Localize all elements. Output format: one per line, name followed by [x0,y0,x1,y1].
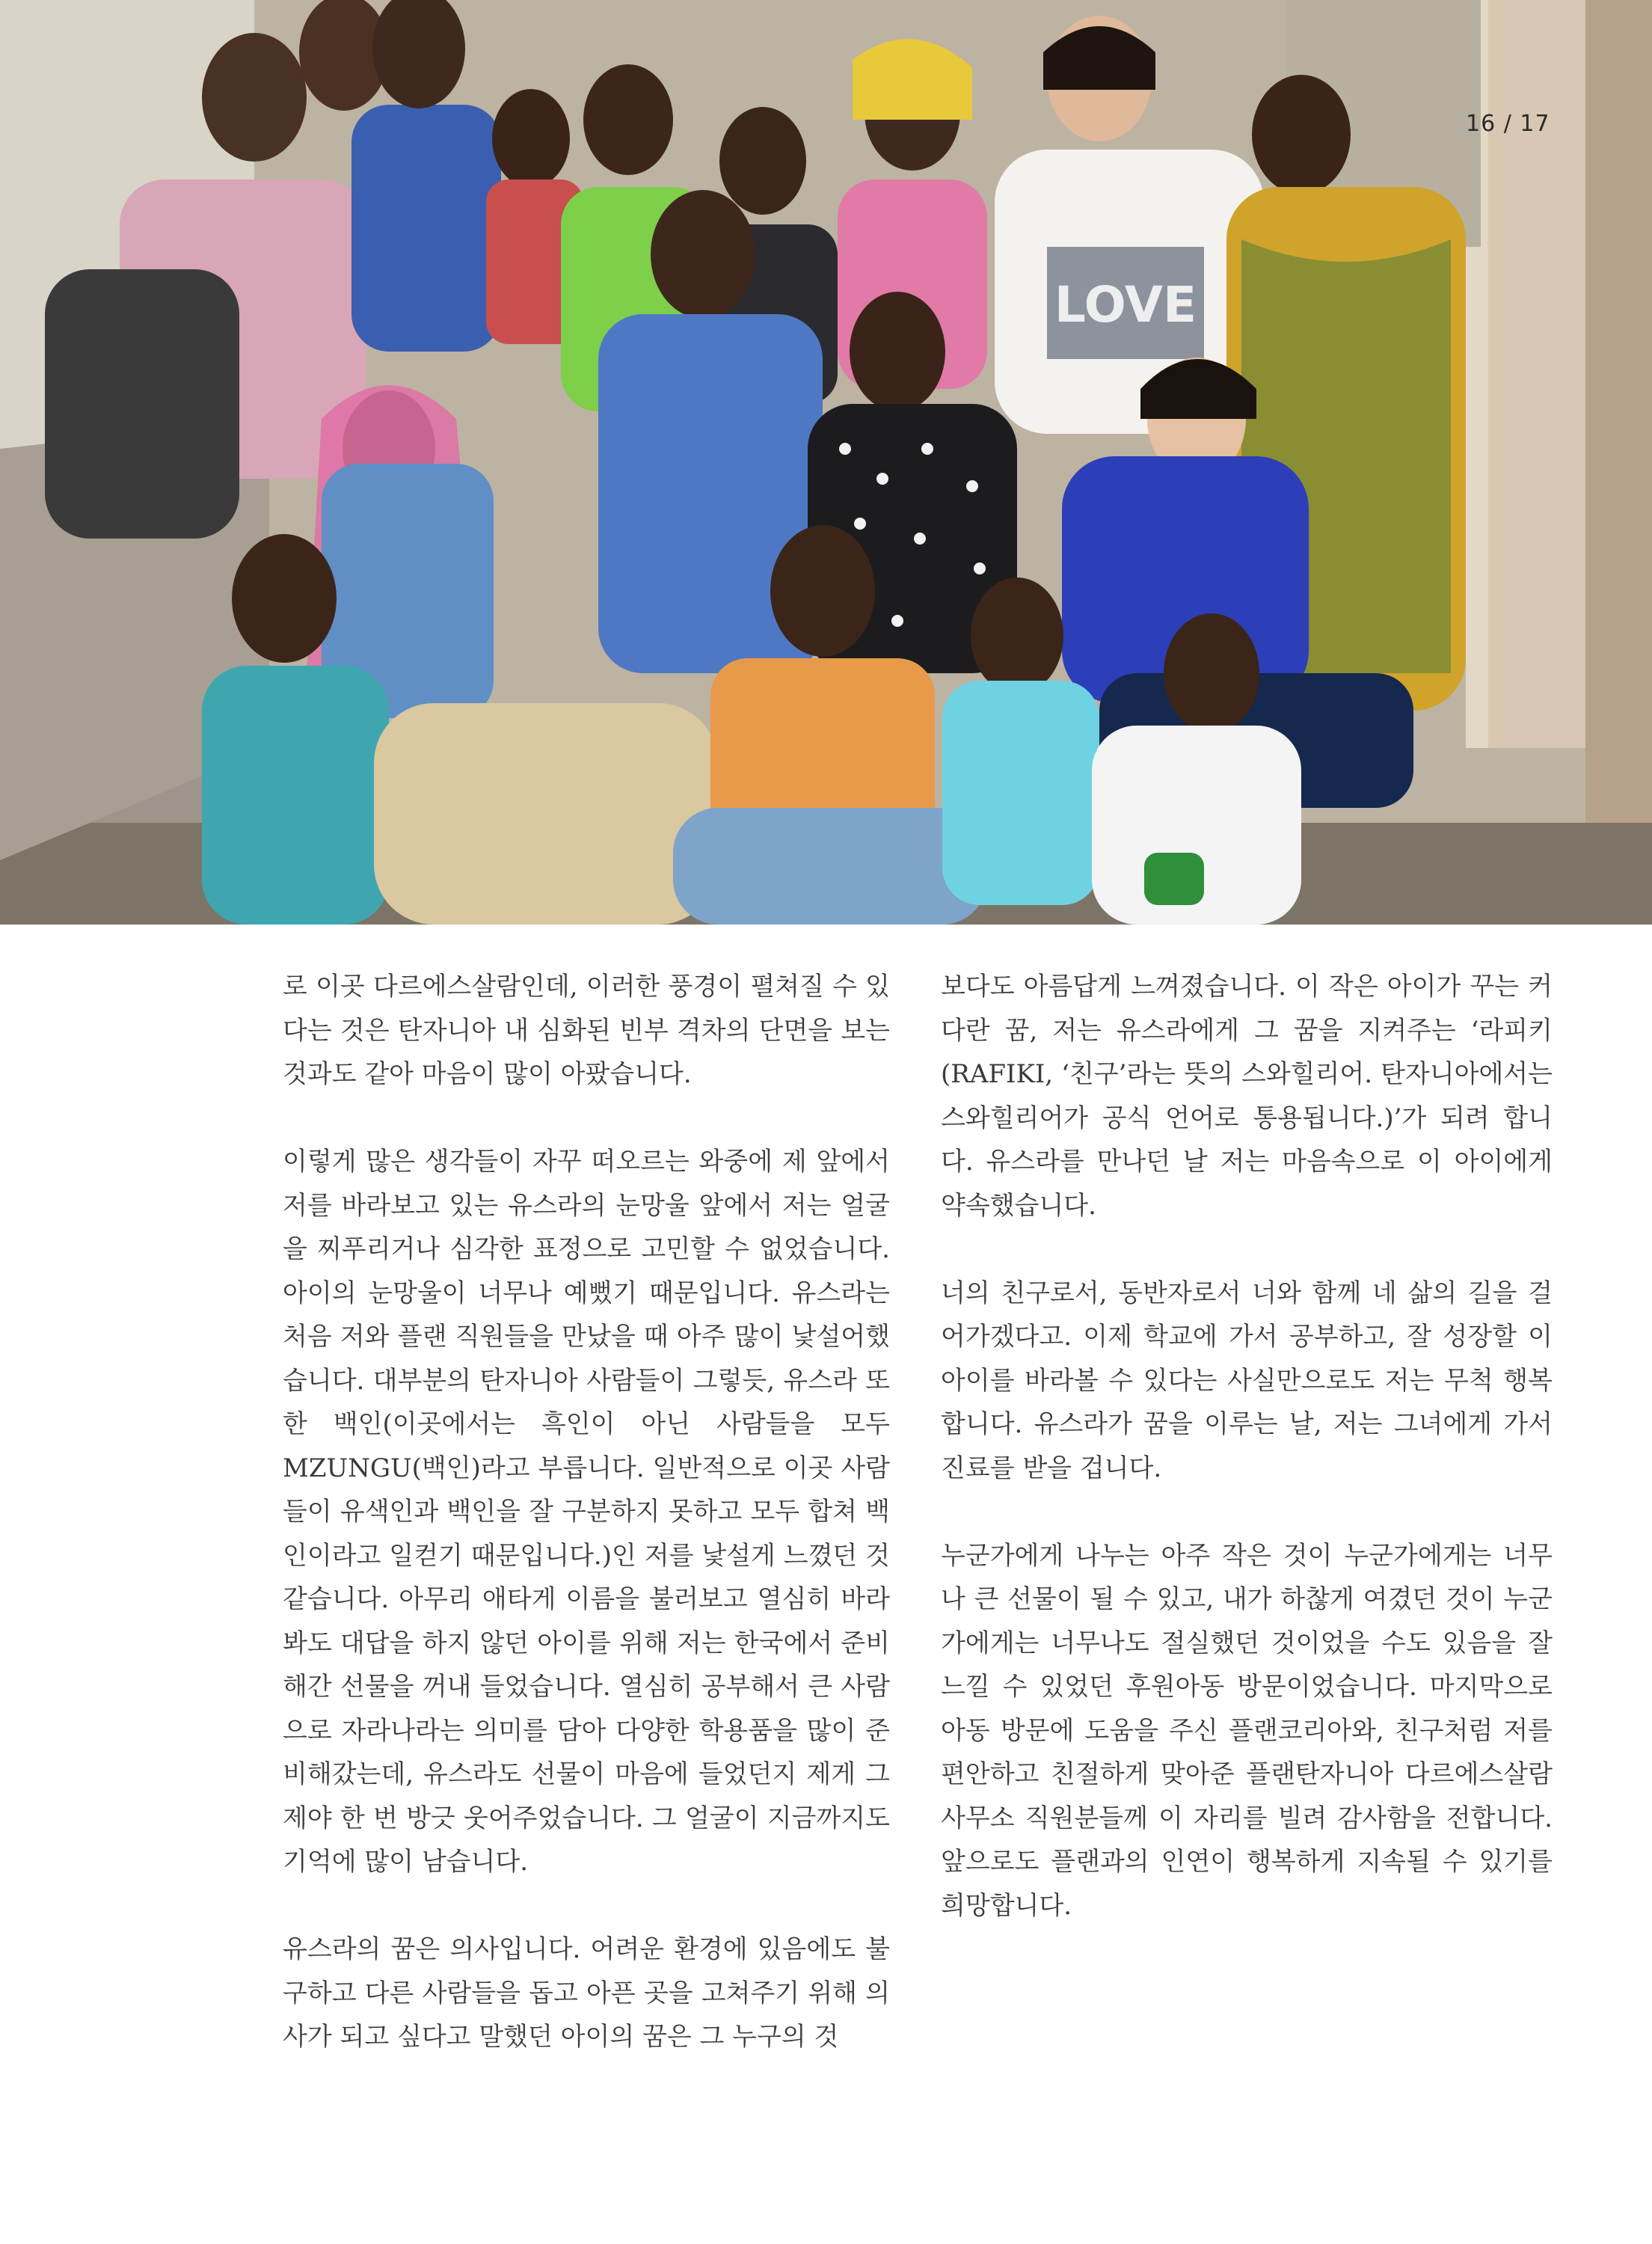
shirt-text: LOVE [1054,276,1197,334]
group-photo-illustration [0,0,1652,925]
left-paragraph-1: 로 이곳 다르에스살람인데, 이러한 풍경이 펼쳐질 수 있다는 것은 탄자니아 내 심화된 빈부 격차의 단면을 보는 것과도 같아 마음이 많이 아팠습니다. [283,972,890,1089]
right-paragraph-2: 너의 친구로서, 동반자로서 너와 함께 네 삶의 길을 걸어가겠다고. 이제 학교에 가서 공부하고, 잘 성장할 이 아이를 바라볼 수 있다는 사실만으로도 저는 무척 행복합니다. 유스라가 꿈을 이루는 날, 저는 그녀에게 가서 진료를 받을 겁니다. [941,1278,1553,1483]
left-text-column [283,965,890,2103]
group-photo [0,0,1652,925]
page-number: 16 / 17 [1466,111,1550,137]
right-paragraph-3: 누군가에게 나누는 아주 작은 것이 누군가에게는 너무나 큰 선물이 될 수 있고, 내가 하찮게 여겼던 것이 누군가에게는 너무나도 절실했던 것이었을 수도 있음을 잘 느낄 수 있었던 후원아동 방문이었습니다. 마지막으로 아동 방문에 도움을 주신 플랜코리아와, 친구처럼 저를 편안하고 친절하게 맞아준 플랜탄자니아 다르에스살람 사무소 직원분들께 이 자리를 빌려 감사함을 전합니다. 앞으로도 플랜과의 인연이 행복하게 지속될 수 있기를 희망합니다. [941,1540,1553,1921]
left-paragraph-3: 유스라의 꿈은 의사입니다. 어려운 환경에 있음에도 불구하고 다른 사람들을 돕고 아픈 곳을 고쳐주기 위해 의사가 되고 싶다고 말했던 아이의 꿈은 그 누구의 것 [283,1934,890,2052]
right-paragraph-1: 보다도 아름답게 느껴졌습니다. 이 작은 아이가 꾸는 커다란 꿈, 저는 유스라에게 그 꿈을 지켜주는 ‘라피키(RAFIKI, ‘친구’라는 뜻의 스와힐리어. 탄자니아에서는 스와힐리어가 공식 언어로 통용됩니다.)’가 되려 합니다. 유스라를 만나던 날 저는 마음속으로 이 아이에게 약속했습니다. [941,972,1553,1221]
right-text-column [941,965,1553,1972]
left-paragraph-2: 이렇게 많은 생각들이 자꾸 떠오르는 와중에 제 앞에서 저를 바라보고 있는 유스라의 눈망울 앞에서 저는 얼굴을 찌푸리거나 심각한 표정으로 고민할 수 없었습니다. 아이의 눈망울이 너무나 예뻤기 때문입니다. 유스라는 처음 저와 플랜 직원들을 만났을 때 아주 많이 낯설어했습니다. 대부분의 탄자니아 사람들이 그렇듯, 유스라 또한 백인(이곳에서는 흑인이 아닌 사람들을 모두 MZUNGU(백인)라고 부릅니다. 일반적으로 이곳 사람들이 유색인과 백인을 잘 구분하지 못하고 모두 합쳐 백인이라고 일컫기 때문입니다.)인 저를 낯설게 느꼈던 것 같습니다. 아무리 애타게 이름을 불러보고 열심히 바라봐도 대답을 하지 않던 아이를 위해 저는 한국에서 준비해간 선물을 꺼내 들었습니다. 열심히 공부해서 큰 사람으로 자라나라는 의미를 담아 다양한 학용품을 많이 준비해갔는데, 유스라도 선물이 마음에 들었던지 제게 그제야 한 번 방긋 웃어주었습니다. 그 얼굴이 지금까지도 기억에 많이 남습니다. [283,1147,890,1877]
